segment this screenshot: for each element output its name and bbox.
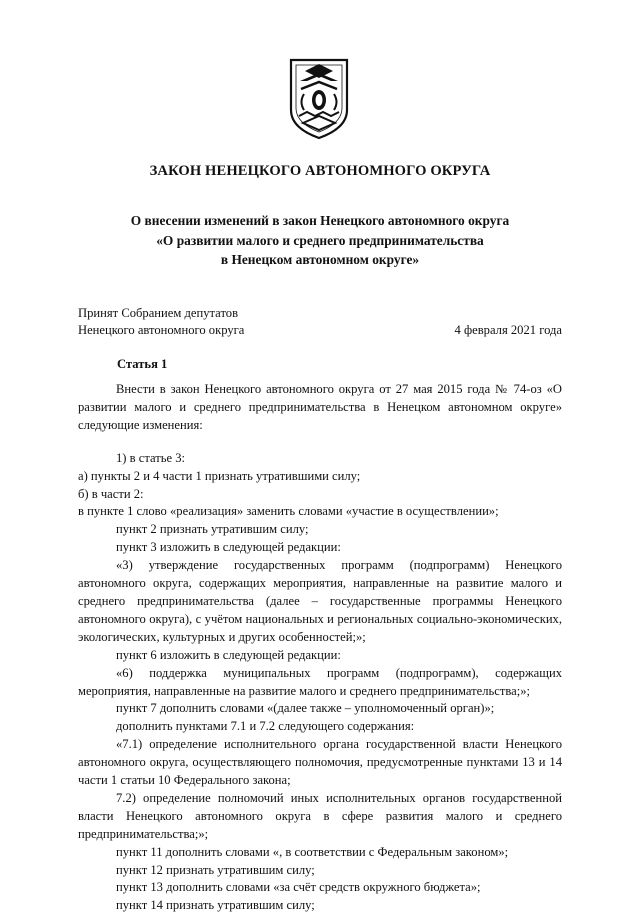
article-intro: Внести в закон Ненецкого автономного округа от 27 мая 2015 года № 74-оз «О развитии малого и среднего предпринимательства в Ненецком автономном округе» следующие изменения: <box>78 382 562 432</box>
amendment-item: «3) утверждение государственных программ (подпрограмм) Ненецкого автономного округа, содержащих мероприятия, направленные на развитие малого и среднего предпринимательства (далее – государственные программы Ненецкого автономного округа), с учётом национальных и региональных социально-экономических, экологических, культурных и других особенностей;»; <box>78 558 562 644</box>
amendment-item: б) в части 2: <box>78 486 144 501</box>
amendment-item: пункт 14 признать утратившим силу; <box>116 898 315 913</box>
amendment-item: а) пункты 2 и 4 части 1 признать утратившими силу; <box>78 468 361 483</box>
amendment-item: 1) в статье 3: <box>116 450 186 465</box>
adopted-by-line1: Принят Собранием депутатов <box>78 306 239 320</box>
amendment-item: пункт 3 изложить в следующей редакции: <box>116 540 341 555</box>
amendment-item: «6) поддержка муниципальных программ (подпрограмм), содержащих мероприятия, направленные на развитие малого и среднего предпринимательства;»; <box>78 665 562 698</box>
amendment-item: 7.2) определение полномочий иных исполнительных органов государственной власти Ненецкого автономного округа в сфере развития малого и среднего предпринимательства;»; <box>78 790 562 841</box>
adoption-block <box>78 305 562 339</box>
law-title: ЗАКОН НЕНЕЦКОГО АВТОНОМНОГО ОКРУГА <box>149 163 491 179</box>
adopted-by-line2: Ненецкого автономного округа <box>78 323 245 337</box>
subtitle-line: в Ненецком автономном округе» <box>220 252 420 267</box>
subtitle-line: О внесении изменений в закон Ненецкого автономного округа <box>130 213 510 228</box>
adoption-date: 4 февраля 2021 года <box>454 323 562 337</box>
amendment-item: дополнить пунктами 7.1 и 7.2 следующего содержания: <box>116 719 415 734</box>
article-heading: Статья 1 <box>117 357 168 371</box>
subtitle-line: «О развитии малого и среднего предпринимательства <box>156 232 484 248</box>
coat-of-arms-emblem <box>287 58 351 140</box>
amendment-item: пункт 2 признать утратившим силу; <box>116 522 309 537</box>
amendment-item: в пункте 1 слово «реализация» заменить словами «участие в осуществлении»; <box>78 504 499 519</box>
amendment-item: пункт 12 признать утратившим силу; <box>116 862 315 877</box>
amendment-item: пункт 13 дополнить словами «за счёт средств окружного бюджета»; <box>116 880 481 895</box>
article-body <box>78 381 562 915</box>
amendment-item: пункт 11 дополнить словами «, в соответствии с Федеральным законом»; <box>116 844 509 859</box>
law-subtitle <box>0 211 640 270</box>
amendment-item: пункт 6 изложить в следующей редакции: <box>116 647 341 662</box>
amendment-item: «7.1) определение исполнительного органа государственной власти Ненецкого автономного округа, осуществляющего полномочия, предусмотренные пунктами 13 и 14 части 1 статьи 10 Федерального закона; <box>78 737 562 788</box>
amendment-item: пункт 7 дополнить словами «(далее также – уполномоченный орган)»; <box>116 701 495 716</box>
